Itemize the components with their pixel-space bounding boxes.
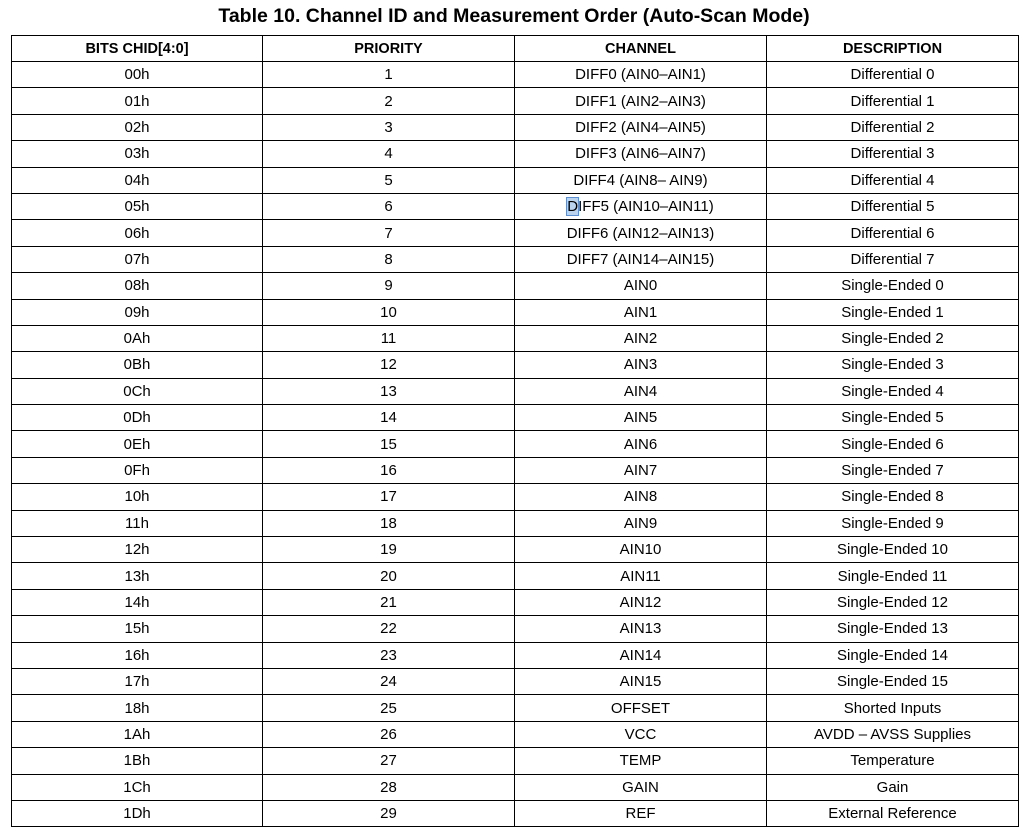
cell-description: Single-Ended 10	[767, 537, 1019, 563]
cell-bits-chid: 10h	[12, 484, 263, 510]
table-row	[12, 141, 1019, 167]
cell-priority: 20	[263, 563, 515, 589]
cell-priority: 4	[263, 141, 515, 167]
cell-channel: AIN6	[515, 431, 767, 457]
table-title: Table 10. Channel ID and Measurement Order (Auto-Scan Mode)	[218, 5, 810, 27]
cell-priority: 1	[263, 62, 515, 88]
cell-priority: 24	[263, 668, 515, 694]
cell-description: Differential 1	[767, 88, 1019, 114]
cell-description: Single-Ended 14	[767, 642, 1019, 668]
cell-bits-chid: 0Eh	[12, 431, 263, 457]
cell-channel: AIN14	[515, 642, 767, 668]
cell-channel: DIFF0 (AIN0–AIN1)	[515, 62, 767, 88]
table-row	[12, 537, 1019, 563]
cell-description: Differential 0	[767, 62, 1019, 88]
cell-channel: AIN8	[515, 484, 767, 510]
cell-channel: AIN13	[515, 616, 767, 642]
cell-priority: 6	[263, 193, 515, 219]
cell-channel: AIN5	[515, 405, 767, 431]
cell-channel: AIN15	[515, 668, 767, 694]
cell-description: Single-Ended 7	[767, 457, 1019, 483]
cell-bits-chid: 15h	[12, 616, 263, 642]
table-row	[12, 589, 1019, 615]
cell-priority: 11	[263, 325, 515, 351]
cell-bits-chid: 13h	[12, 563, 263, 589]
cell-channel: DIFF7 (AIN14–AIN15)	[515, 246, 767, 272]
table-row	[12, 378, 1019, 404]
cell-channel: AIN1	[515, 299, 767, 325]
cell-priority: 27	[263, 748, 515, 774]
cell-channel: AIN11	[515, 563, 767, 589]
cell-bits-chid: 09h	[12, 299, 263, 325]
cell-description: Differential 4	[767, 167, 1019, 193]
cell-bits-chid: 0Dh	[12, 405, 263, 431]
table-row	[12, 642, 1019, 668]
cell-bits-chid: 03h	[12, 141, 263, 167]
cell-priority: 19	[263, 537, 515, 563]
cell-priority: 3	[263, 114, 515, 140]
cell-priority: 26	[263, 721, 515, 747]
cell-channel: VCC	[515, 721, 767, 747]
cell-priority: 12	[263, 352, 515, 378]
cell-priority: 23	[263, 642, 515, 668]
cell-channel: AIN10	[515, 537, 767, 563]
cell-bits-chid: 0Ah	[12, 325, 263, 351]
cell-priority: 15	[263, 431, 515, 457]
cell-channel: AIN2	[515, 325, 767, 351]
table-row	[12, 510, 1019, 536]
table-row	[12, 352, 1019, 378]
cell-bits-chid: 11h	[12, 510, 263, 536]
cell-channel: REF	[515, 800, 767, 826]
cell-priority: 10	[263, 299, 515, 325]
table-row	[12, 62, 1019, 88]
table-row	[12, 246, 1019, 272]
header-description: DESCRIPTION	[767, 36, 1019, 62]
cell-description: Single-Ended 1	[767, 299, 1019, 325]
table-row	[12, 431, 1019, 457]
cell-bits-chid: 0Bh	[12, 352, 263, 378]
cell-channel: AIN12	[515, 589, 767, 615]
cell-description: Single-Ended 2	[767, 325, 1019, 351]
cell-description: Differential 6	[767, 220, 1019, 246]
table-row	[12, 563, 1019, 589]
channel-id-table	[11, 35, 1019, 827]
cell-channel: DIFF2 (AIN4–AIN5)	[515, 114, 767, 140]
cell-description: Differential 3	[767, 141, 1019, 167]
cell-bits-chid: 16h	[12, 642, 263, 668]
cell-description: Single-Ended 6	[767, 431, 1019, 457]
header-bits-chid: BITS CHID[4:0]	[12, 36, 263, 62]
cell-priority: 5	[263, 167, 515, 193]
table-row	[12, 299, 1019, 325]
cell-description: External Reference	[767, 800, 1019, 826]
cell-bits-chid: 12h	[12, 537, 263, 563]
cell-channel: AIN0	[515, 273, 767, 299]
cell-priority: 13	[263, 378, 515, 404]
cell-bits-chid: 0Ch	[12, 378, 263, 404]
cell-channel: TEMP	[515, 748, 767, 774]
cell-channel: AIN4	[515, 378, 767, 404]
cell-bits-chid: 02h	[12, 114, 263, 140]
cell-description: Single-Ended 15	[767, 668, 1019, 694]
cell-description: Single-Ended 9	[767, 510, 1019, 536]
cell-priority: 21	[263, 589, 515, 615]
cell-priority: 9	[263, 273, 515, 299]
table-row	[12, 668, 1019, 694]
cell-priority: 29	[263, 800, 515, 826]
cell-bits-chid: 0Fh	[12, 457, 263, 483]
cell-description: Differential 7	[767, 246, 1019, 272]
cell-priority: 2	[263, 88, 515, 114]
cell-bits-chid: 06h	[12, 220, 263, 246]
text-selection-highlight[interactable]: D	[567, 198, 579, 216]
cell-priority: 8	[263, 246, 515, 272]
table-row	[12, 220, 1019, 246]
cell-description: Temperature	[767, 748, 1019, 774]
cell-bits-chid: 14h	[12, 589, 263, 615]
cell-bits-chid: 1Dh	[12, 800, 263, 826]
cell-priority: 14	[263, 405, 515, 431]
cell-channel: DIFF3 (AIN6–AIN7)	[515, 141, 767, 167]
cell-priority: 7	[263, 220, 515, 246]
table-row	[12, 748, 1019, 774]
cell-bits-chid: 05h	[12, 193, 263, 219]
table-row	[12, 193, 1019, 219]
cell-priority: 28	[263, 774, 515, 800]
cell-priority: 22	[263, 616, 515, 642]
cell-channel: DIFF1 (AIN2–AIN3)	[515, 88, 767, 114]
cell-channel: AIN9	[515, 510, 767, 536]
table-row	[12, 88, 1019, 114]
cell-bits-chid: 01h	[12, 88, 263, 114]
table-row	[12, 484, 1019, 510]
table-row	[12, 695, 1019, 721]
cell-bits-chid: 18h	[12, 695, 263, 721]
cell-description: Differential 2	[767, 114, 1019, 140]
cell-bits-chid: 1Ch	[12, 774, 263, 800]
table-row	[12, 774, 1019, 800]
cell-description: Single-Ended 13	[767, 616, 1019, 642]
cell-description: Single-Ended 11	[767, 563, 1019, 589]
table-row	[12, 325, 1019, 351]
header-row	[12, 36, 1019, 62]
cell-description: Shorted Inputs	[767, 695, 1019, 721]
table-row	[12, 167, 1019, 193]
table-row	[12, 721, 1019, 747]
cell-bits-chid: 17h	[12, 668, 263, 694]
cell-channel: DIFF4 (AIN8– AIN9)	[515, 167, 767, 193]
cell-channel: DIFF5 (AIN10–AIN11)	[515, 193, 767, 219]
cell-description: Single-Ended 3	[767, 352, 1019, 378]
cell-bits-chid: 04h	[12, 167, 263, 193]
cell-channel: AIN7	[515, 457, 767, 483]
cell-bits-chid: 00h	[12, 62, 263, 88]
cell-channel: GAIN	[515, 774, 767, 800]
table-row	[12, 616, 1019, 642]
cell-bits-chid: 1Bh	[12, 748, 263, 774]
table-row	[12, 457, 1019, 483]
cell-description: AVDD – AVSS Supplies	[767, 721, 1019, 747]
cell-bits-chid: 07h	[12, 246, 263, 272]
cell-description: Gain	[767, 774, 1019, 800]
table-row	[12, 273, 1019, 299]
cell-description: Single-Ended 0	[767, 273, 1019, 299]
cell-bits-chid: 1Ah	[12, 721, 263, 747]
table-row	[12, 114, 1019, 140]
cell-description: Single-Ended 8	[767, 484, 1019, 510]
table-row	[12, 405, 1019, 431]
cell-priority: 17	[263, 484, 515, 510]
cell-description: Single-Ended 12	[767, 589, 1019, 615]
cell-channel: OFFSET	[515, 695, 767, 721]
cell-description: Single-Ended 4	[767, 378, 1019, 404]
cell-description: Differential 5	[767, 193, 1019, 219]
table-body	[12, 62, 1019, 827]
cell-priority: 18	[263, 510, 515, 536]
header-channel: CHANNEL	[515, 36, 767, 62]
cell-description: Single-Ended 5	[767, 405, 1019, 431]
cell-priority: 25	[263, 695, 515, 721]
cell-bits-chid: 08h	[12, 273, 263, 299]
header-priority: PRIORITY	[263, 36, 515, 62]
cell-channel: DIFF6 (AIN12–AIN13)	[515, 220, 767, 246]
table-row	[12, 800, 1019, 826]
cell-channel: AIN3	[515, 352, 767, 378]
cell-priority: 16	[263, 457, 515, 483]
